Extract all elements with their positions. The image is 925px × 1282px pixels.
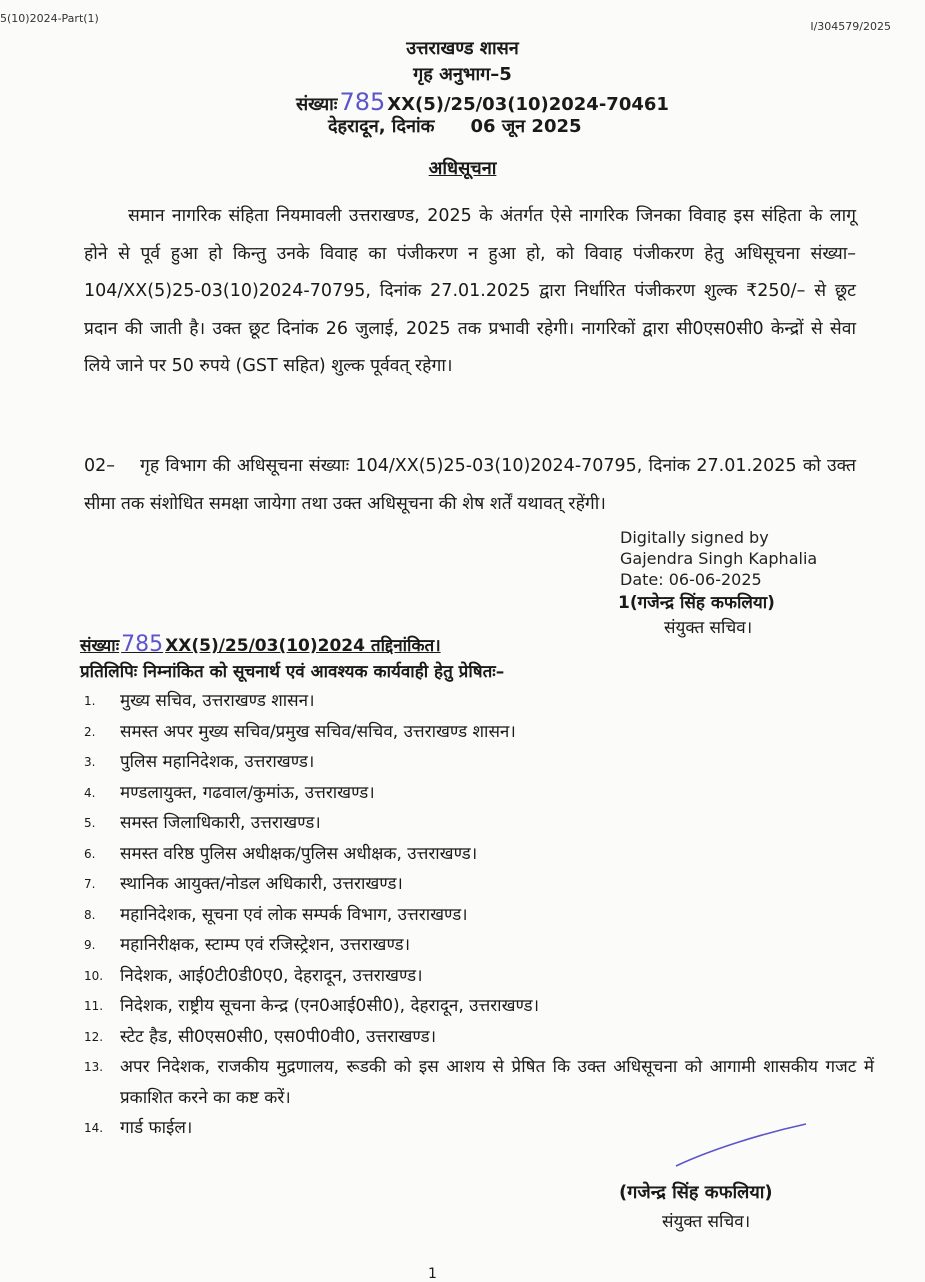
recipient-text: स्थानिक आयुक्त/नोडल अधिकारी, उत्तराखण्ड। bbox=[120, 874, 403, 894]
receipt-number-corner: I/304579/2025 bbox=[810, 20, 891, 33]
recipient-number: 5. bbox=[84, 816, 96, 830]
recipient-text: समस्त जिलाधिकारी, उत्तराखण्ड। bbox=[120, 813, 321, 833]
copy-reference-rest: XX(5)/25/03(10)2024 तद्दिनांकित। bbox=[165, 636, 441, 656]
signatory-title: संयुक्त सचिव। bbox=[664, 618, 753, 638]
issue-date: 06 जून 2025 bbox=[470, 116, 582, 137]
notification-title-text: अधिसूचना bbox=[428, 158, 497, 179]
digital-signature-line-3: Date: 06-06-2025 bbox=[620, 570, 762, 589]
recipient-number: 7. bbox=[84, 877, 96, 891]
recipient-text: समस्त अपर मुख्य सचिव/प्रमुख सचिव/सचिव, उत्तराखण्ड शासन। bbox=[120, 721, 516, 742]
place-date-label: देहरादून, दिनांक bbox=[328, 116, 435, 137]
recipient-text: अपर निदेशक, राजकीय मुद्रणालय, रूडकी को इस आशय से प्रेषित कि उक्त अधिसूचना को आगामी शासकीय गजट में प्रकाशित करने का कष्ट करें। bbox=[120, 1057, 874, 1108]
recipient-text: स्टेट हैड, सी0एस0सी0, एस0पी0वी0, उत्तराखण्ड। bbox=[120, 1026, 437, 1047]
recipient-number: 12. bbox=[84, 1029, 104, 1044]
recipient-number: 3. bbox=[84, 755, 96, 769]
recipient-number: 4. bbox=[84, 785, 96, 800]
recipient-number: 11. bbox=[84, 999, 104, 1013]
recipient-number: 6. bbox=[84, 846, 96, 861]
recipient-text: मुख्य सचिव, उत्तराखण्ड शासन। bbox=[120, 691, 315, 711]
handwritten-serial: 785 bbox=[339, 88, 386, 116]
digital-signature-line-2: Gajendra Singh Kaphalia bbox=[620, 549, 818, 568]
department-header: गृह अनुभाग–5 bbox=[413, 64, 512, 85]
closing-signatory-name: (गजेन्द्र सिंह कफलिया) bbox=[619, 1182, 773, 1203]
recipient-text: महानिरीक्षक, स्टाम्प एवं रजिस्ट्रेशन, उत्तराखण्ड। bbox=[120, 935, 411, 955]
paragraph-1: समान नागरिक संहिता नियमावली उत्तराखण्ड, 2025 के अंतर्गत ऐसे नागरिक जिनका विवाह इस संहिता के लागू होने से पूर्व हुआ हो किन्तु उनके विवाह का पंजीकरण न हुआ हो, को विवाह पंजीकरण हेतु अधिसूचना संख्या–104/XX(5)25-03(10)2024-70795, दिनांक 27.01.2025 द्वारा निर्धारित पंजीकरण शुल्क ₹250/– से छूट प्रदान की जाती है। उक्त छूट दिनांक 26 जुलाई, 2025 तक प्रभावी रहेगी। नागरिकों द्वारा सी0एस0सी0 केन्द्रों से सेवा लिये जाने पर 50 रुपये (GST सहित) शुल्क पूर्ववत् रहेगा। bbox=[84, 206, 856, 376]
copy-intro: प्रतिलिपिः निम्नांकित को सूचनार्थ एवं आवश्यक कार्यवाही हेतु प्रेषितः– bbox=[80, 662, 505, 682]
recipient-number: 13. bbox=[84, 1060, 104, 1074]
copy-reference-prefix: संख्याः bbox=[80, 636, 120, 656]
page-number: 1 bbox=[428, 1266, 437, 1282]
recipient-number: 10. bbox=[84, 968, 104, 983]
recipient-text: समस्त वरिष्ठ पुलिस अधीक्षक/पुलिस अधीक्षक, उत्तराखण्ड। bbox=[120, 843, 478, 864]
digital-signature-line-1: Digitally signed by bbox=[620, 528, 769, 547]
signatory-name: 1(गजेन्द्र सिंह कफलिया) bbox=[618, 593, 775, 613]
recipient-number: 2. bbox=[84, 724, 96, 739]
recipient-number: 1. bbox=[84, 694, 96, 708]
recipient-text: निदेशक, आई0टी0डी0ए0, देहरादून, उत्तराखण्ड। bbox=[120, 965, 423, 986]
file-reference-corner: 5(10)2024-Part(1) bbox=[0, 12, 99, 25]
recipient-number: 8. bbox=[84, 907, 96, 922]
pen-stroke bbox=[676, 1124, 806, 1166]
recipient-text: निदेशक, राष्ट्रीय सूचना केन्द्र (एन0आई0सी0), देहरादून, उत्तराखण्ड। bbox=[120, 996, 540, 1016]
closing-signatory-title: संयुक्त सचिव। bbox=[662, 1212, 751, 1232]
recipient-text: गार्ड फाईल। bbox=[120, 1118, 193, 1138]
recipient-text: मण्डलायुक्त, गढवाल/कुमांऊ, उत्तराखण्ड। bbox=[120, 782, 375, 803]
reference-number: XX(5)/25/03(10)2024-70461 bbox=[387, 94, 669, 115]
government-header: उत्तराखण्ड शासन bbox=[406, 38, 519, 59]
recipient-text: महानिदेशक, सूचना एवं लोक सम्पर्क विभाग, उत्तराखण्ड। bbox=[120, 904, 468, 925]
paragraph-2-number: 02– bbox=[84, 456, 116, 476]
copy-handwritten-serial: 785 bbox=[121, 632, 164, 657]
paragraph-2-text: गृह विभाग की अधिसूचना संख्याः 104/XX(5)25-03(10)2024-70795, दिनांक 27.01.2025 को उक्त सीमा तक संशोधित समक्षा जायेगा तथा उक्त अधिसूचना की शेष शर्तें यथावत् रहेंगी। bbox=[84, 456, 856, 514]
recipient-number: 9. bbox=[84, 938, 96, 952]
reference-prefix: संख्याः bbox=[296, 94, 338, 115]
recipient-number: 14. bbox=[84, 1121, 104, 1135]
recipient-text: पुलिस महानिदेशक, उत्तराखण्ड। bbox=[120, 752, 315, 772]
